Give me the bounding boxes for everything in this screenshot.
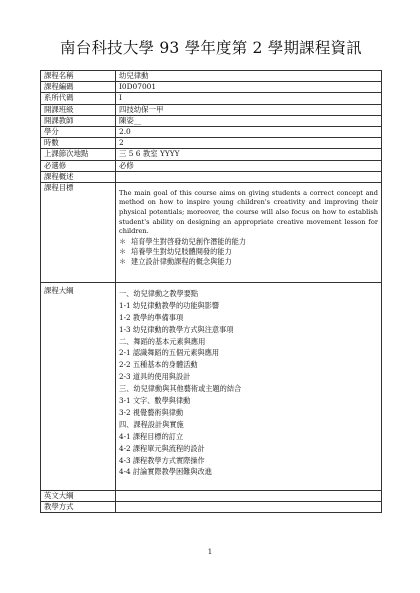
list-item: [119, 247, 378, 257]
list-item: 二、舞蹈的基本元素與應用: [119, 336, 206, 346]
goals-cell: [116, 182, 382, 282]
list-item: 1-2 教學的準備事項: [119, 312, 184, 322]
list-item: 4-2 課程單元與流程的設計: [119, 443, 205, 453]
list-item: 3-2 視覺藝術與律動: [119, 407, 184, 417]
row-teacher: [41, 115, 382, 126]
row-value: 2.0: [116, 126, 382, 137]
list-item: 1-1 幼兒律動教學的功能與影響: [119, 300, 220, 310]
asterisk-bullet-icon: ＊: [119, 236, 127, 246]
row-value: 必修: [116, 160, 382, 171]
asterisk-bullet-icon: ＊: [119, 246, 127, 256]
row-label: 時數: [41, 138, 116, 149]
row-overview: [41, 171, 382, 182]
row-hours: [41, 138, 382, 149]
list-item: 1-3 幼兒律動的教學方式與注意事項: [119, 324, 234, 334]
outline-cell: [116, 282, 382, 490]
row-english-outline: [41, 490, 382, 501]
page-title: 南台科技大學 93 學年度第 2 學期課程資訊: [60, 39, 362, 57]
row-value: [116, 502, 382, 513]
list-item: 四、課程設計與實施: [119, 419, 184, 429]
row-value: 陳姿__: [116, 115, 382, 126]
row-label: 開課班級: [41, 104, 116, 115]
row-course-code: [41, 82, 382, 93]
list-item: 4-4 討論實際教學困難與改進: [119, 467, 212, 477]
list-item: 2-3 道具的使用與設計: [119, 372, 191, 382]
list-item: 3-1 文字、數學與律動: [119, 396, 191, 406]
goals-text: The main goal of this course aims on giving students a correct concept and method on how to inspire young children's creativity and improving their physical potentials; moreover, the course will also focus on how to establish student's ability on designing an appropriate creative movement lesson for children.: [119, 188, 378, 236]
row-credits: [41, 126, 382, 137]
list-item: 2-1 認識舞蹈的五個元素與應用: [119, 348, 220, 358]
row-label: 課程名稱: [41, 71, 116, 82]
row-label: 教學方式: [41, 502, 116, 513]
row-label: 學分: [41, 126, 116, 137]
row-value: 四技幼保一甲: [116, 104, 382, 115]
list-item: [119, 257, 378, 267]
row-label: 上課節次地點: [41, 149, 116, 160]
list-item: 一、幼兒律動之教學要點: [119, 288, 199, 298]
row-required-elective: [41, 160, 382, 171]
row-value: 2: [116, 138, 382, 149]
course-info-table: [40, 70, 382, 513]
row-label: 必選修: [41, 160, 116, 171]
row-schedule-location: [41, 149, 382, 160]
row-course-name: [41, 71, 382, 82]
page-number: 1: [207, 548, 213, 556]
row-value: I: [116, 93, 382, 104]
row-value: I0D07001: [116, 82, 382, 93]
row-label: 課程概述: [41, 171, 116, 182]
list-item: [119, 237, 378, 247]
row-goals: [41, 182, 382, 282]
row-class: [41, 104, 382, 115]
bullet-text: 培養學生對幼兒肢體開發的能力: [131, 246, 232, 256]
row-outline: [41, 282, 382, 490]
row-value: 幼兒律動: [116, 71, 382, 82]
bullet-text: 建立設計律動課程的概念與能力: [131, 256, 232, 266]
row-teaching-method: [41, 502, 382, 513]
row-value: [116, 490, 382, 501]
row-label: 課程編碼: [41, 82, 116, 93]
row-label: 系所代碼: [41, 93, 116, 104]
goals-bullet-list: [119, 237, 378, 267]
list-item: 2-2 五種基本的身體活動: [119, 360, 198, 370]
outline-list: [119, 283, 378, 479]
list-item: 4-1 課程目標的訂立: [119, 431, 184, 441]
row-dept-code: [41, 93, 382, 104]
asterisk-bullet-icon: ＊: [119, 256, 127, 266]
list-item: 4-3 課程教學方式實際操作: [119, 455, 205, 465]
row-label: 課程目標: [41, 182, 116, 282]
list-item: 三、幼兒律動與其他藝術或主題的結合: [119, 384, 242, 394]
bullet-text: 培育學生對啓發幼兒創作潛能的能力: [131, 236, 247, 246]
row-label: 英文大綱: [41, 490, 116, 501]
row-value: 三 5 6 教室 YYYY: [116, 149, 382, 160]
row-label: 課程大綱: [41, 282, 116, 490]
row-label: 開課教師: [41, 115, 116, 126]
row-value: [116, 171, 382, 182]
